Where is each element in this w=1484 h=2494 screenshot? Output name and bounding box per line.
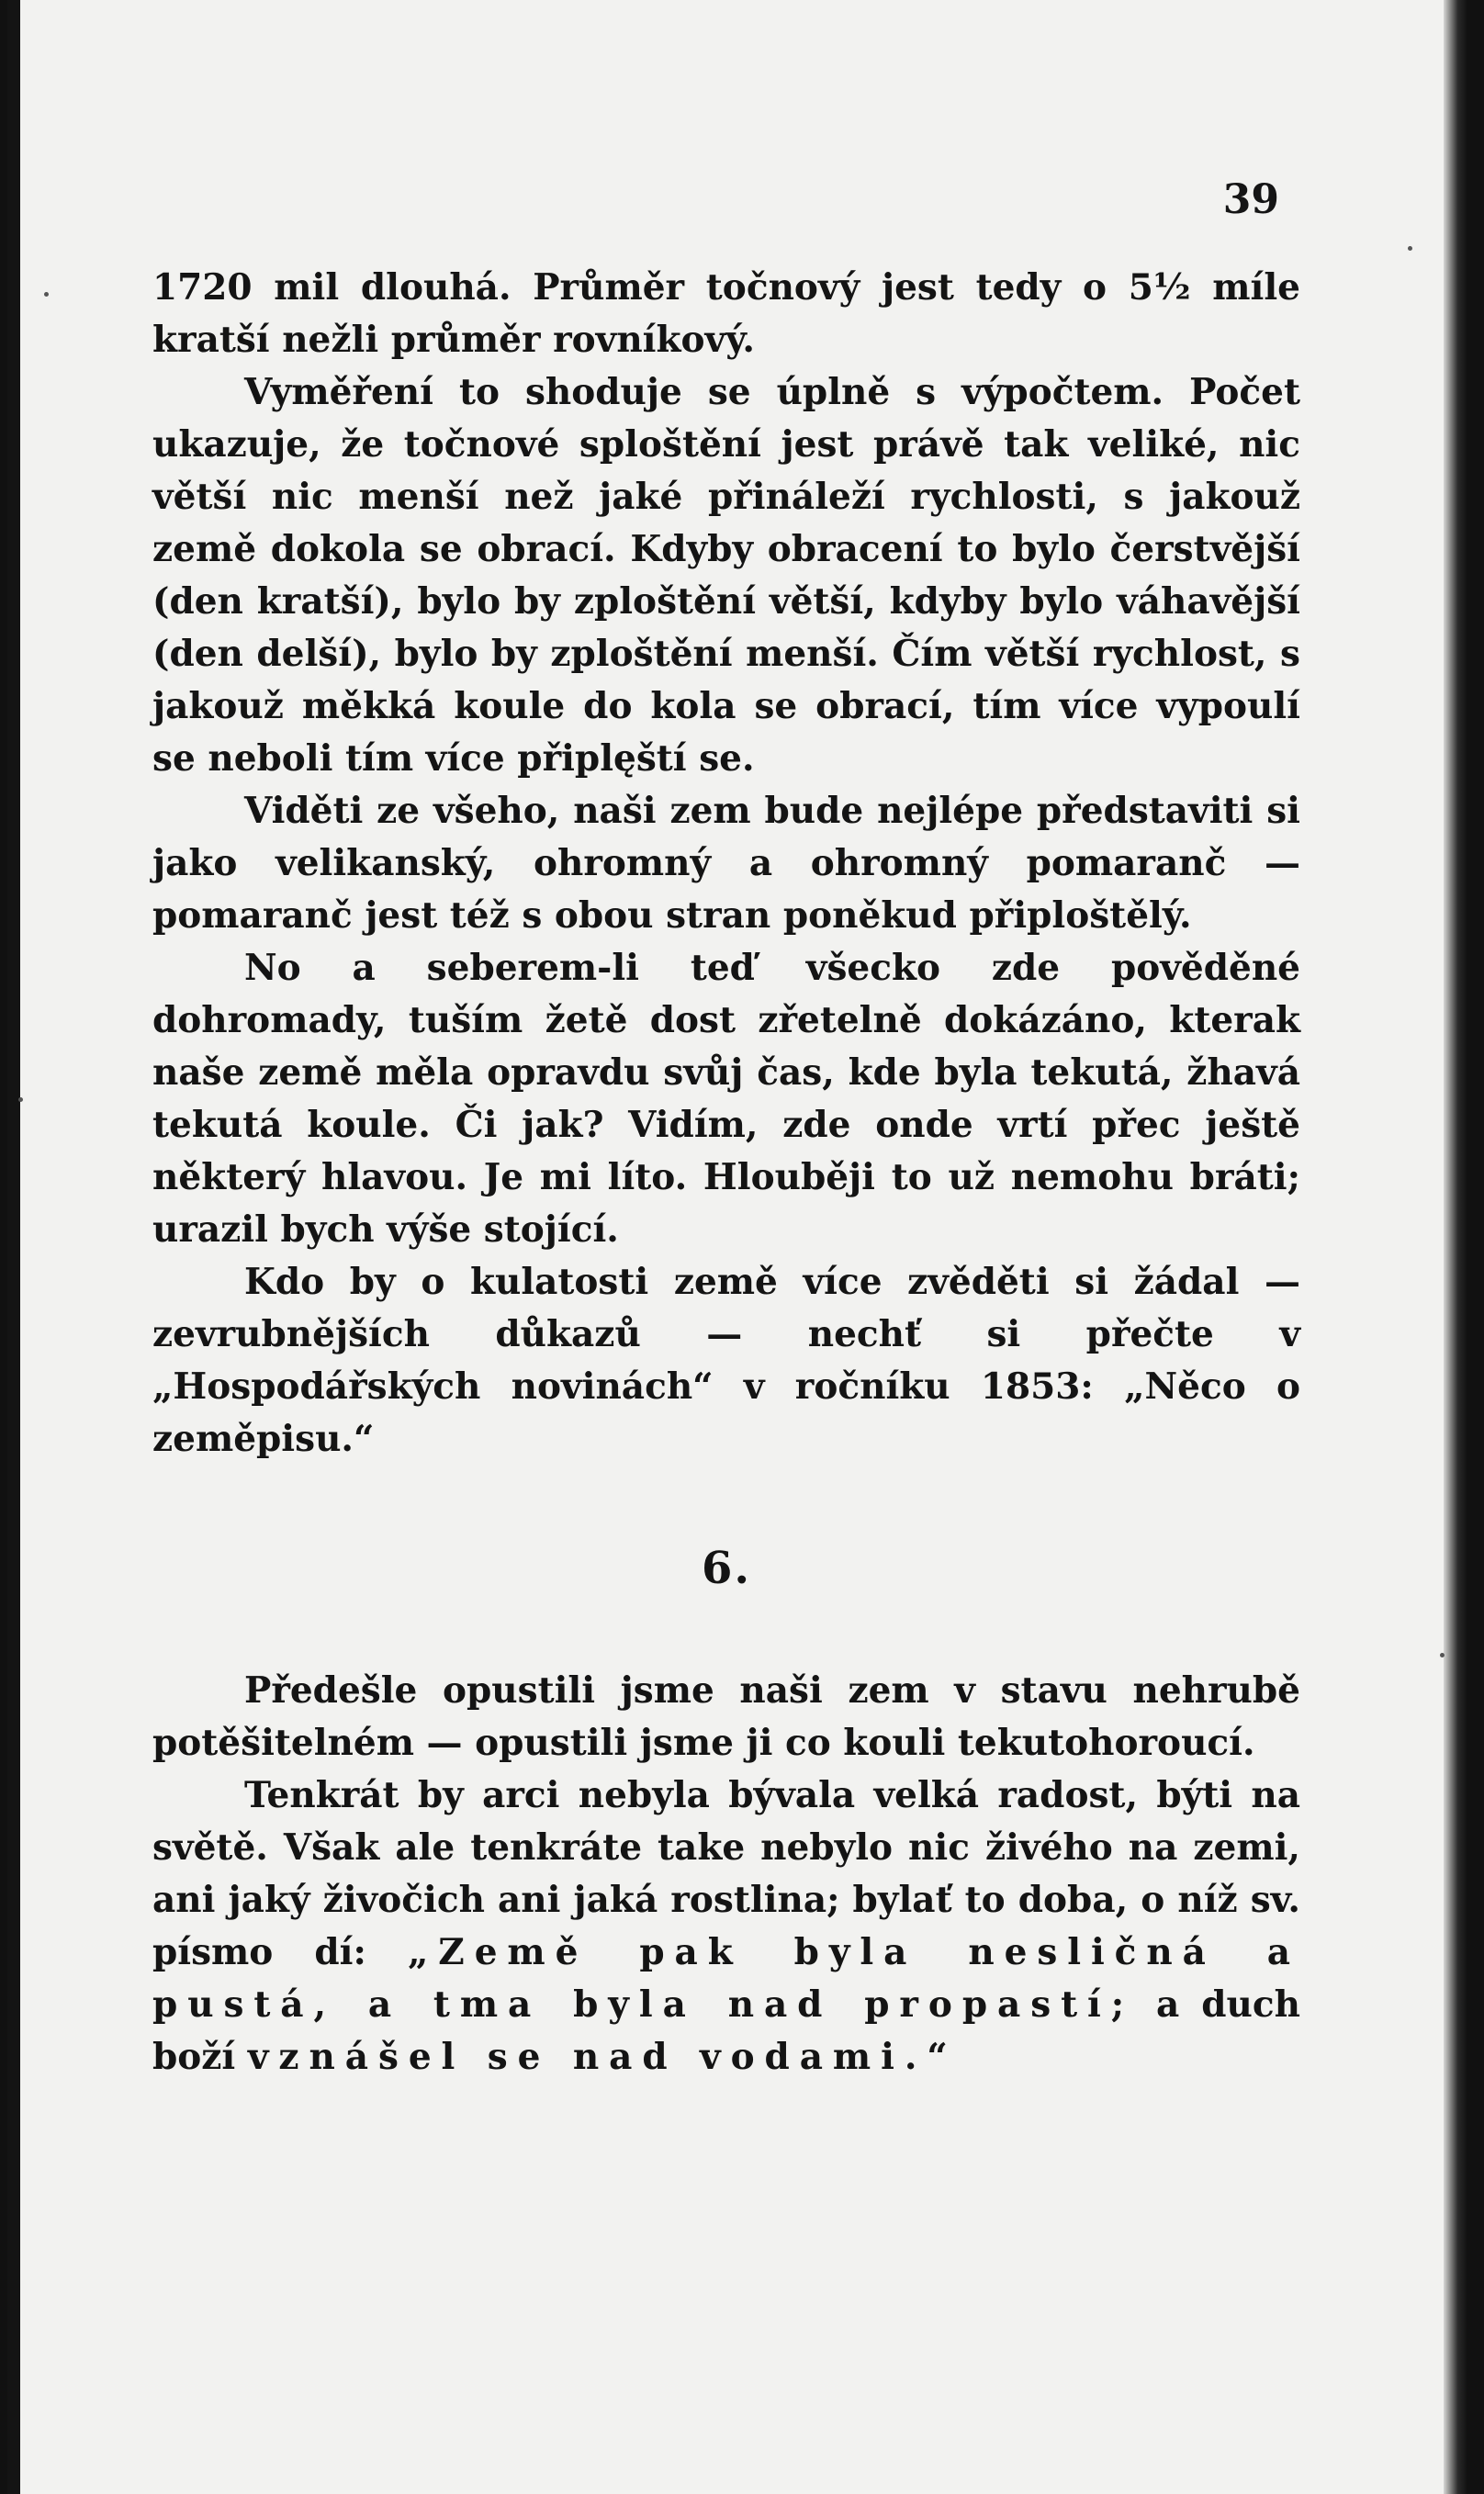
scan-speck — [18, 1097, 23, 1102]
paragraph-with-quote — [152, 1769, 1300, 2084]
book-spine-shadow — [7, 0, 20, 2494]
paragraph: Kdo by o kulatosti země více zvěděti si žádal — zevrubnějších důkazů — nechť si přečte v „Hospodářských novinách“ v ročníku 1853: „Něco o zeměpisu.“ — [152, 1261, 1300, 1460]
scan-speck — [1440, 1653, 1445, 1657]
paragraph: Vyměření to shoduje se úplně s výpočtem. Počet ukazuje, že točnové sploštění jest právě tak veliké, nic větší nic menší než jaké přináleží rychlosti, s jakouž země dokola se obrací. Kdyby obracení to bylo čerstvější (den kratší), bylo by zploštění větší, kdyby bylo váhavější (den delší), bylo by zploštění menší. Čím větší rychlost, s jakouž měkká koule do kola se obrací, tím více vypoulí se neboli tím více připlęští se. — [152, 371, 1300, 780]
scan-speck — [1408, 246, 1412, 251]
scanned-page — [7, 0, 1467, 2494]
section-heading: 6. — [701, 1543, 752, 1594]
quote-connector: a duch boží — [152, 1983, 1301, 2078]
biblical-quote-end: vznášel se nad vodami.“ — [247, 2036, 958, 2078]
body-text — [152, 262, 1300, 2084]
paragraph: Viděti ze všeho, naši zem bude nejlépe představiti si jako velikanský, ohromný a ohromný pomaranč — pomaranč jest též s obou stran poněkud připloštělý. — [152, 790, 1300, 937]
paragraph-text: Tenkrát by arci nebyla bývala velká radost, býti na světě. Však ale tenkráte take nebylo nic živého na zemi, ani jaký živočich ani jaká rostlina; bylať to doba, o níž sv. písmo dí: — [152, 1774, 1300, 1973]
paragraph-continuation: 1720 mil dlouhá. Průměr točnový jest tedy o 5½ míle kratší nežli průměr rovníkový. — [152, 266, 1300, 361]
page-number: 39 — [1222, 176, 1279, 223]
paragraph: No a seberem-li teď všecko zde pověděné dohromady, tuším žetě dost zřetelně dokázáno, kterak naše země měla opravdu svůj čas, kde byla tekutá, žhavá tekutá koule. Či jak? Vidím, zde onde vrtí přec ještě některý hlavou. Je mi líto. Hlouběji to už nemohu bráti; urazil bych výše stojící. — [152, 947, 1300, 1251]
page-edge-shadow — [1444, 0, 1467, 2494]
scan-speck — [44, 292, 49, 297]
biblical-quote: „Země pak byla nesličná a pustá, a tma byla nad propastí; — [152, 1931, 1300, 2026]
paragraph: Předešle opustili jsme naši zem v stavu nehrubě potěšitelném — opustili jsme ji co kouli tekutohoroucí. — [152, 1669, 1300, 1764]
